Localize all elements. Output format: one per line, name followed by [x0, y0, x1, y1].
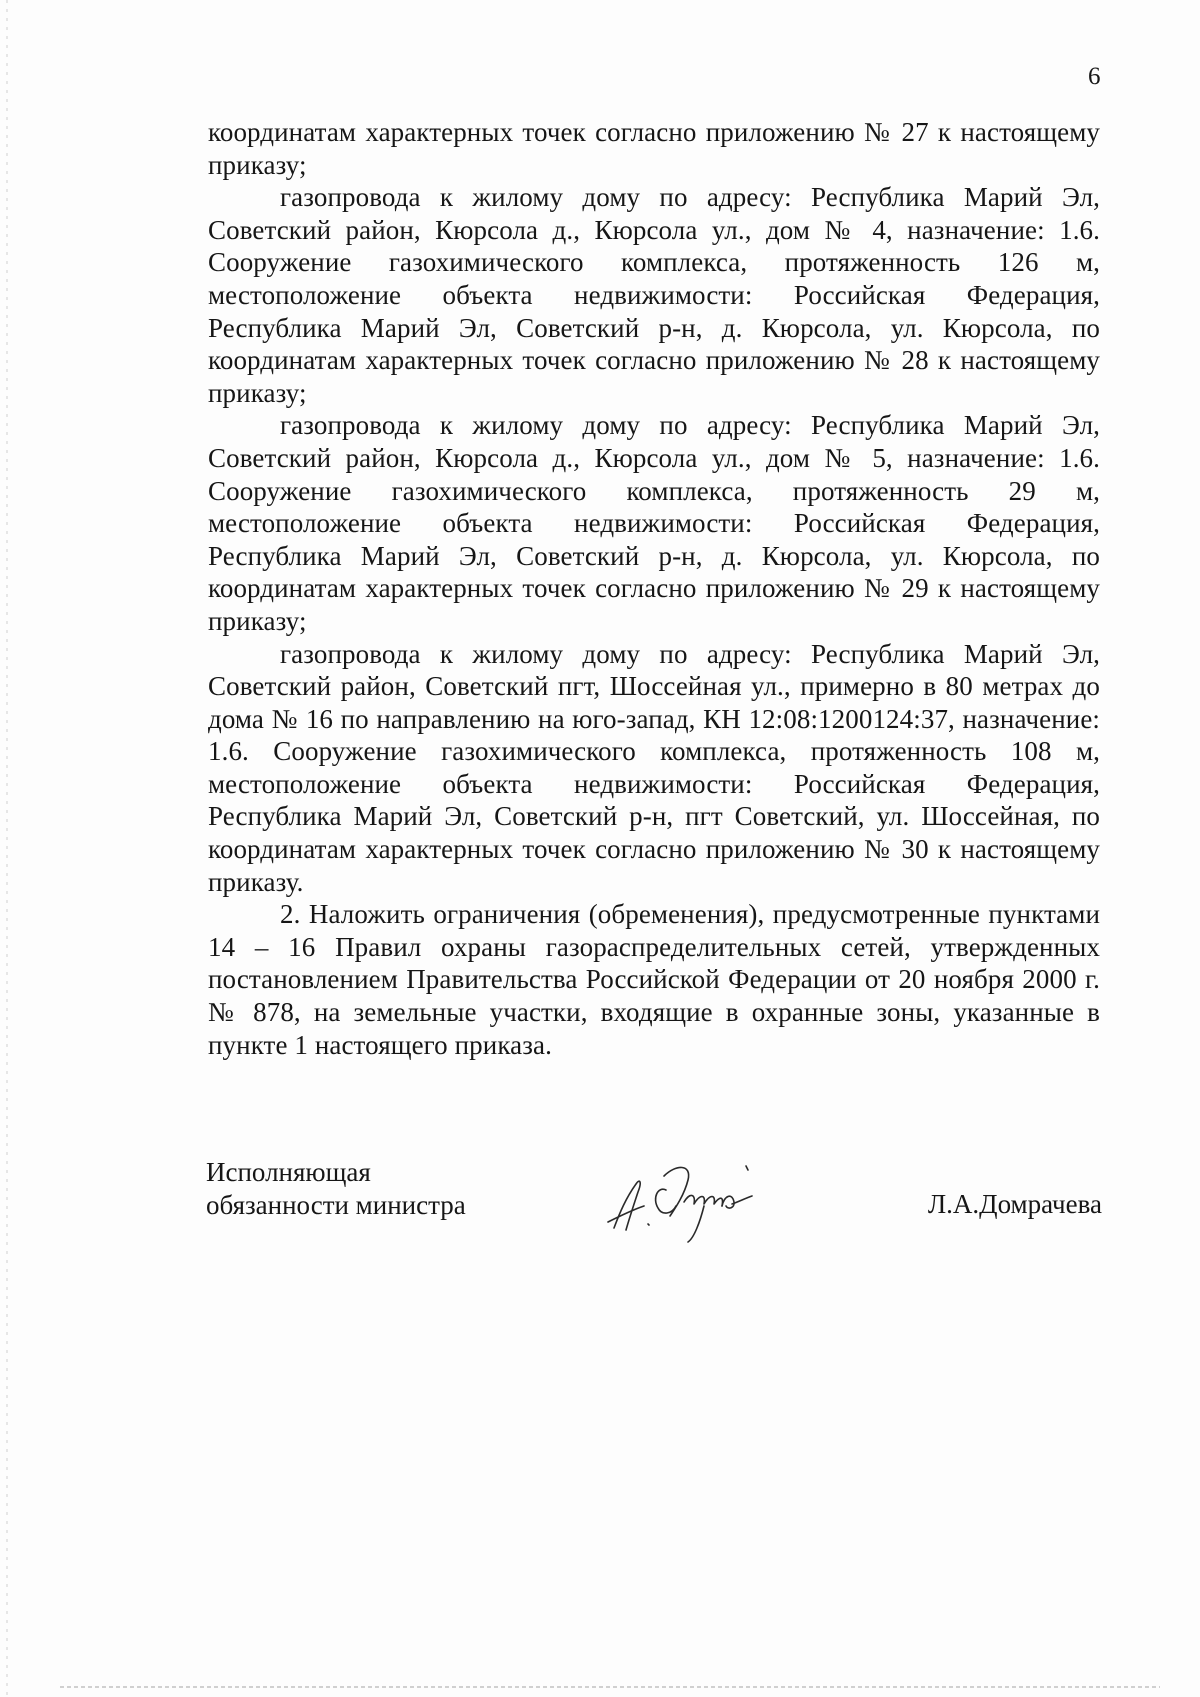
paragraph-clause-2: 2. Наложить ограничения (обременения), предусмотренные пунктами 14 – 16 Правил охраны газораспределительных сетей, утвержденных постановлением Правительства Российской Федерации от 20 ноября 2000 г. № 878, на земельные участки, входящие в охранные зоны, указанные в пункте 1 настоящего приказа.	[208, 899, 1100, 1060]
signatory-position-line2: обязанности министра	[206, 1189, 466, 1220]
signatory-position	[206, 1156, 466, 1221]
paragraph-continuation: координатам характерных точек согласно приложению № 27 к настоящему приказу;	[208, 117, 1100, 180]
scan-edge-artifact	[6, 0, 8, 1697]
signatory-position-line1: Исполняющая	[206, 1157, 371, 1187]
signatory-name: Л.А.Домрачева	[927, 1189, 1102, 1219]
paragraph-item-kyursola-4: газопровода к жилому дому по адресу: Республика Марий Эл, Советский район, Кюрсола д., Кюрсола ул., дом № 4, назначение: 1.6. Сооружение газохимического комплекса, протяженность 126 м, местоположение объекта недвижимости: Российская Федерация, Республика Марий Эл, Советский р-н, д. Кюрсола, ул. Кюрсола, по координатам характерных точек согласно приложению № 28 к настоящему приказу;	[208, 182, 1100, 408]
page-number: 6	[1088, 63, 1101, 90]
paragraph-item-kyursola-5: газопровода к жилому дому по адресу: Республика Марий Эл, Советский район, Кюрсола д., Кюрсола ул., дом № 5, назначение: 1.6. Сооружение газохимического комплекса, протяженность 29 м, местоположение объекта недвижимости: Российская Федерация, Республика Марий Эл, Советский р-н, д. Кюрсола, ул. Кюрсола, по координатам характерных точек согласно приложению № 29 к настоящему приказу;	[208, 410, 1100, 636]
document-body	[208, 116, 1100, 1061]
scan-edge-artifact-bottom	[60, 1686, 1160, 1688]
paragraph-item-shosseynaya: газопровода к жилому дому по адресу: Республика Марий Эл, Советский район, Советский пгт, Шоссейная ул., примерно в 80 метрах до дома № 16 по направлению на юго-запад, КН 12:08:1200124:37, назначение: 1.6. Сооружение газохимического комплекса, протяженность 108 м, местоположение объекта недвижимости: Российская Федерация, Республика Марий Эл, Советский р-н, пгт Советский, ул. Шоссейная, по координатам характерных точек согласно приложению № 30 к настоящему приказу.	[208, 638, 1100, 897]
signature-block	[206, 1156, 1102, 1256]
handwritten-signature	[596, 1146, 776, 1246]
